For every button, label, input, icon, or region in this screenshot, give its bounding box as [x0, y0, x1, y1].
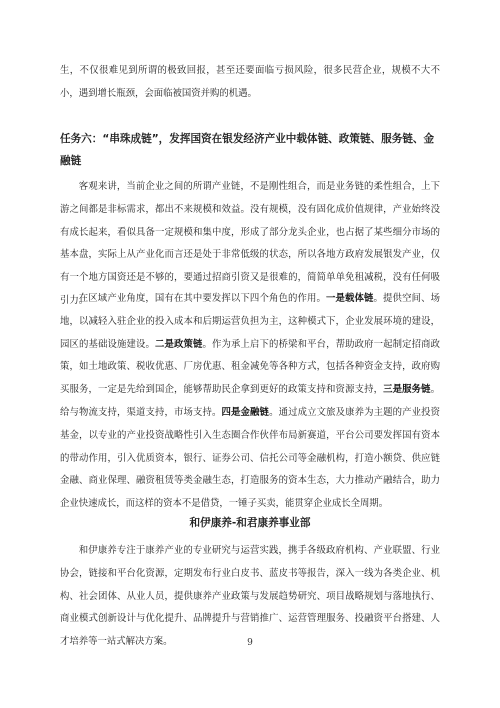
- para2-bold-finance-chain: 四是金融链: [221, 406, 270, 418]
- para2-text-3: 。作为承上启下的桥梁和平台，帮助政府一起制定招商政策，如土地政策、税收优惠、厂房优惠、租金减免等各种方式，包括各种资金支持，政府购买服务，一定是先给到国企，能够帮助民企拿到更好的政策支持和资源支持，: [60, 338, 440, 396]
- para2-text-1: 在区域产业角度，国有在其中要发挥以下四个角色的作用。: [78, 293, 326, 304]
- para2-bold-service-chain: 三是服务链: [383, 384, 431, 396]
- section-six-paragraph-1: 客观来讲，当前企业之间的所谓产业链，不是刚性组合，而是业务链的柔性组合，上下游之间都是非标需求，都出不来规模和效益。没有规模，没有固化成价值规律，产业始终没有成长起来，看似具备一定规模和集中度，形成了部分龙头企业，也占据了某些细分市场的基本盘，实际上从产业化而言还是处于非常低级的状态，所以各地方政府发展银发产业，仅有一个地方国资还是不够的，要通过招商引资又是很难的，简简单单免租减税，没有任何吸引力。: [60, 181, 440, 306]
- section-six-heading: 任务六：“串珠成链”，发挥国资在银发经济产业中载体链、政策链、服务链、金融链: [60, 133, 435, 167]
- company-heading: 和伊康养-和君康养事业部: [189, 517, 311, 529]
- para2-bold-policy-chain: 二是政策链: [155, 338, 203, 350]
- page-number: 9: [247, 638, 253, 648]
- para2-text-2: 。提供空间、场地，以减轻入驻企业的投入成本和后期运营负担为主，这种模式下，企业发展环境的建设，园区的基础设施建设。: [60, 293, 440, 350]
- para2-bold-carrier-chain: 一是载体链: [326, 293, 374, 304]
- intro-paragraph: 生，不仅很难见到所谓的极致回报，甚至还要面临亏损风险，很多民营企业，规模不大不小，遇到增长瓶颈，会面临被国资并购的机遇。: [60, 65, 440, 99]
- section-six-paragraph-2: [60, 288, 440, 516]
- para2-text-5: 。通过成立文旅及康养为主题的产业投资基金，以专业的产业投资战略性引入生态圈合作伙伴布局新赛道，平台公司要发挥国有资本的带动作用，引入优质资本，银行、证券公司、信托公司等金融机构，打造小额贷、供应链金融、商业保理、融资租赁等类金融生态，打造服务的资本生态，大力推动产融结合，助力企业快速成长，而这样的资本不是借贷，一锤子买卖，能贯穿企业成长全周期。: [60, 406, 440, 510]
- para2-text-4: 。给与物流支持，渠道支持，市场支持。: [60, 384, 440, 418]
- company-paragraph: 和伊康养专注于康养产业的专业研究与运营实践，携手各级政府机构、产业联盟、行业协会，链接和平台化资源，定期发布行业白皮书、蓝皮书等报告，深入一线为各类企业、机构、社会团体、从业人员，提供康养产业政策与发展趋势研究、项目战略规划与落地执行、商业模式创新设计与优化提升、品牌提升与营销推广、运营管理服务、投融资平台搭建、人才培养等一站式解决方案。: [60, 545, 440, 648]
